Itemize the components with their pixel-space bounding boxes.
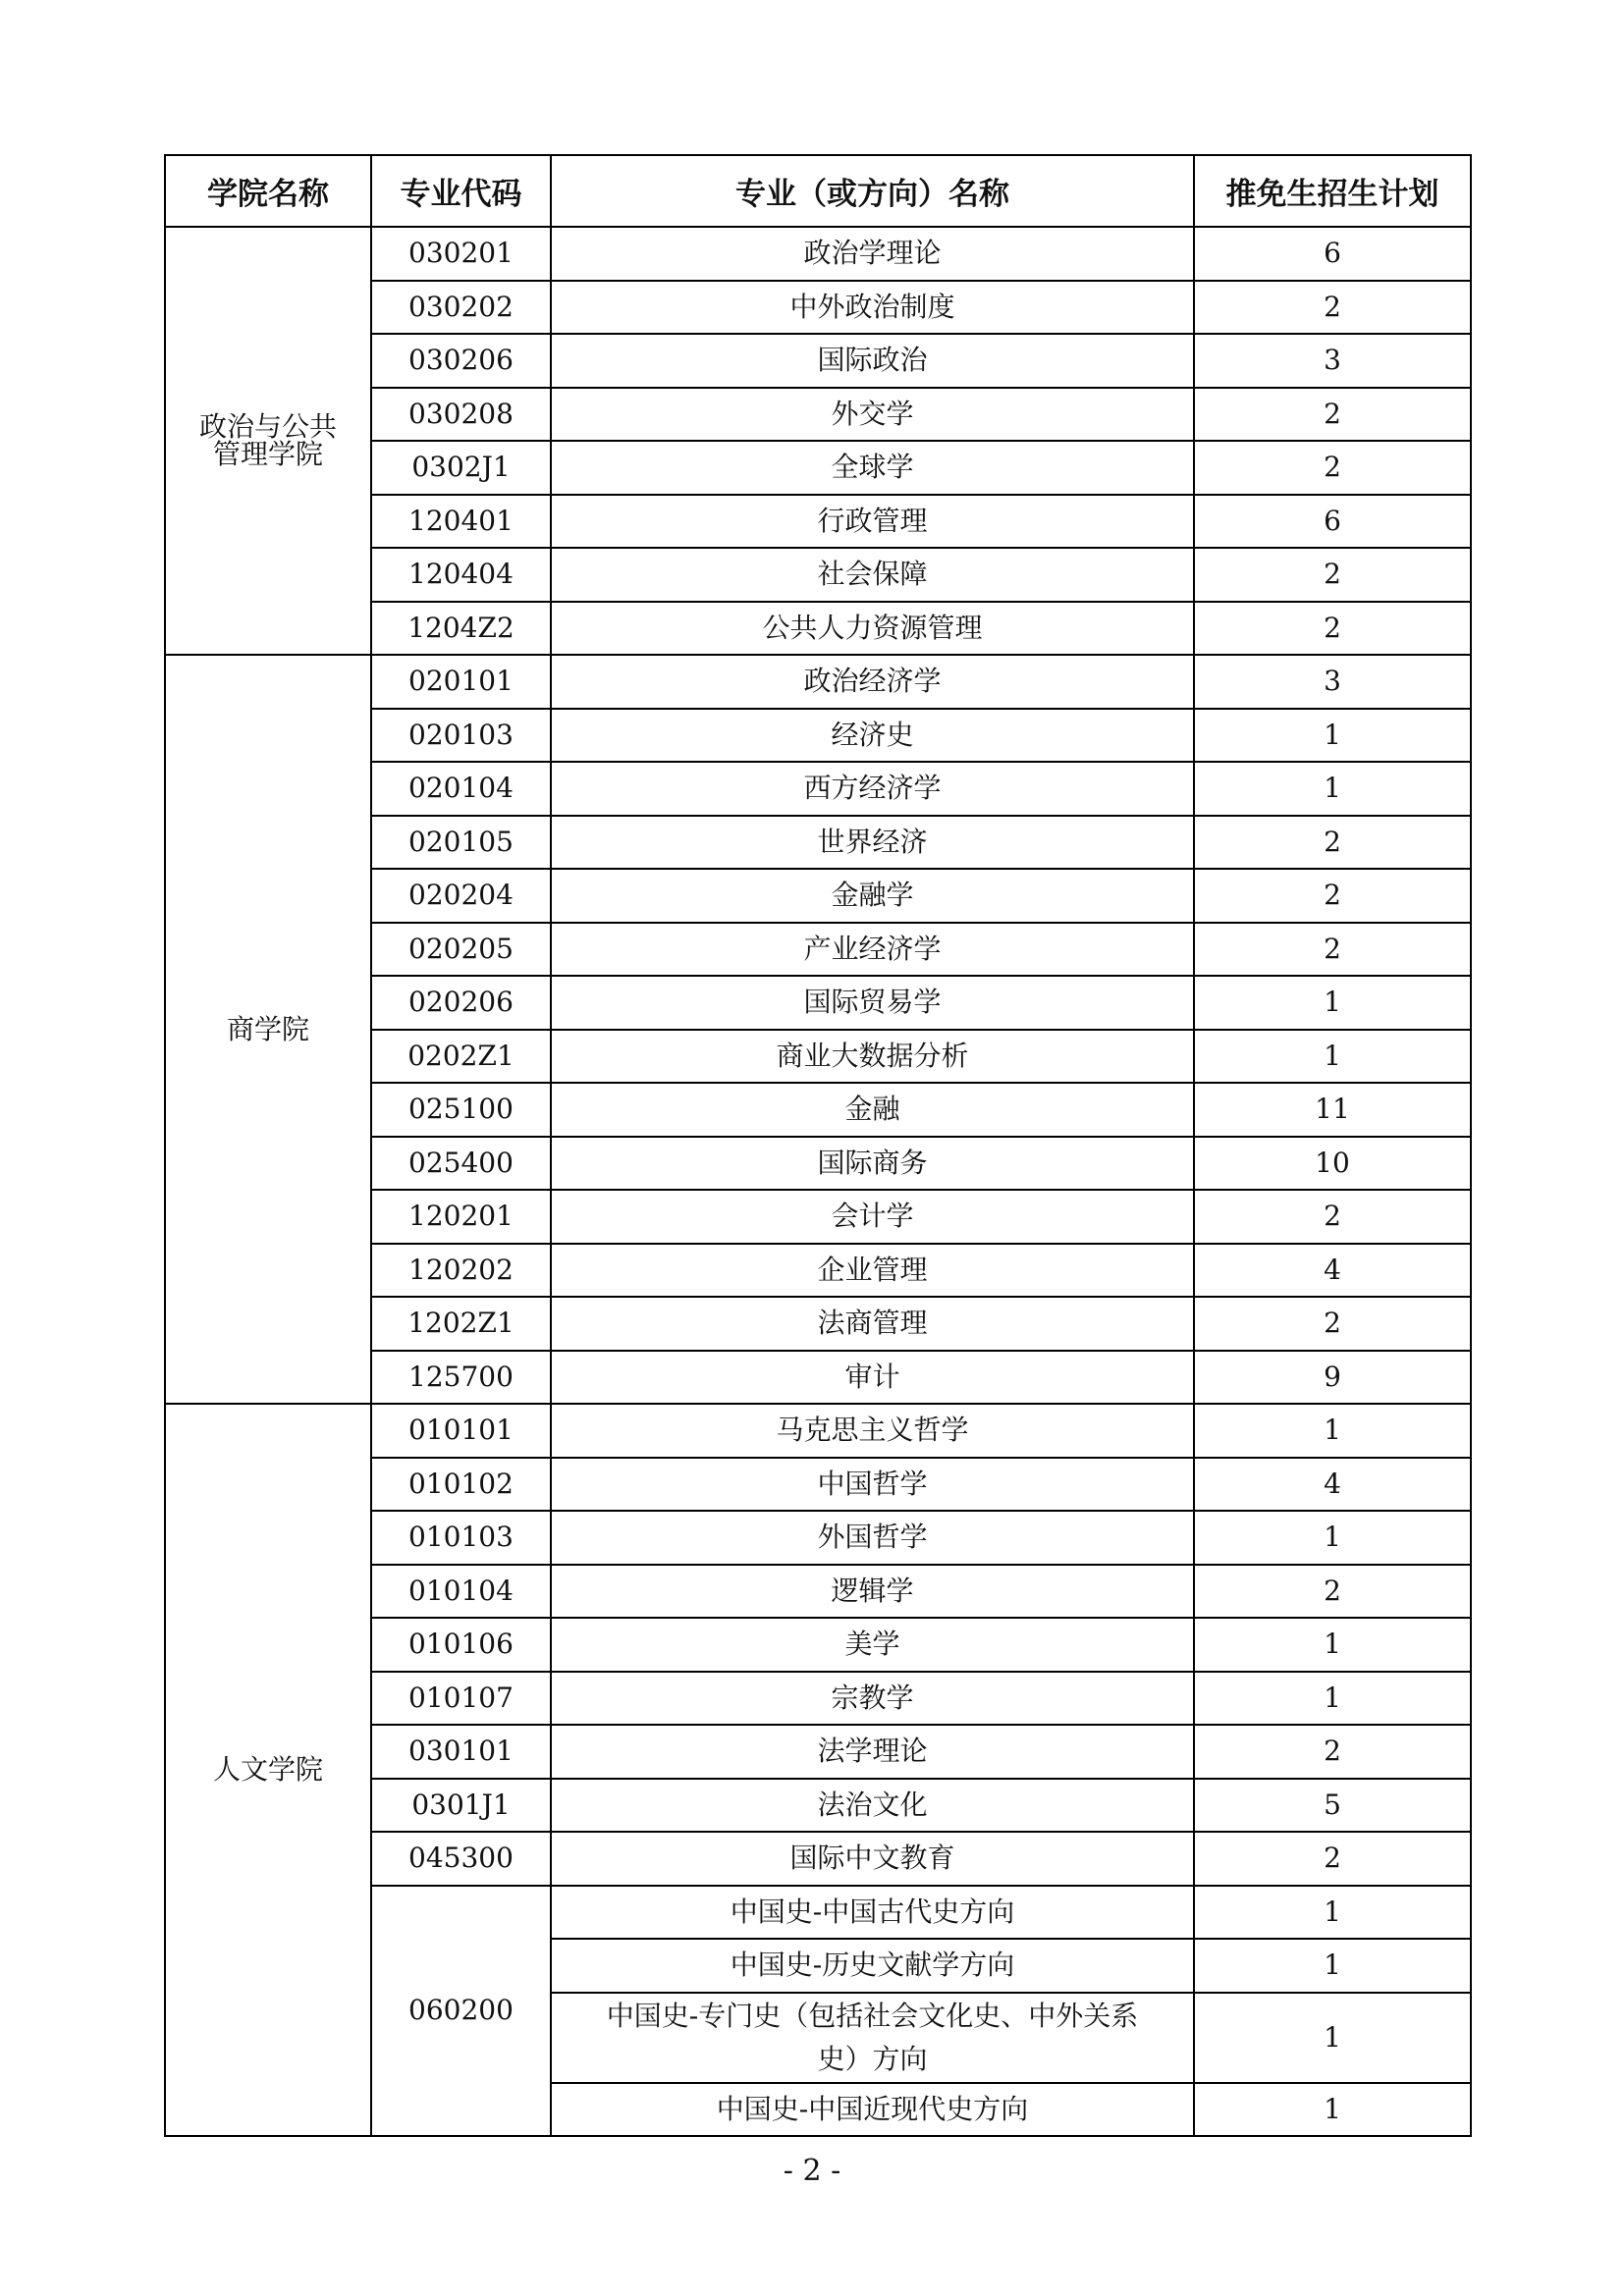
major-code-cell: 020205 (371, 923, 551, 977)
major-code-cell: 030201 (371, 227, 551, 281)
major-name-cell: 行政管理 (551, 495, 1194, 549)
major-name-cell: 西方经济学 (551, 762, 1194, 816)
major-name-cell: 外交学 (551, 388, 1194, 442)
major-name-cell: 世界经济 (551, 816, 1194, 870)
major-name-cell: 国际商务 (551, 1137, 1194, 1191)
major-name-cell: 国际贸易学 (551, 976, 1194, 1030)
major-code-cell: 010106 (371, 1618, 551, 1672)
major-code-cell: 010104 (371, 1565, 551, 1619)
major-code-cell: 010107 (371, 1672, 551, 1726)
major-code-cell: 020104 (371, 762, 551, 816)
major-code-cell: 1204Z2 (371, 602, 551, 656)
major-code-cell: 0202Z1 (371, 1030, 551, 1084)
major-name-cell: 全球学 (551, 441, 1194, 495)
major-name-cell: 中国史-历史文献学方向 (551, 1939, 1194, 1993)
plan-count-cell: 3 (1194, 655, 1471, 709)
plan-count-cell: 3 (1194, 334, 1471, 388)
major-name-cell: 企业管理 (551, 1244, 1194, 1298)
table-row (165, 227, 1471, 281)
college-name-line: 管理学院 (212, 438, 323, 470)
major-name-cell: 中国史-中国古代史方向 (551, 1886, 1194, 1940)
plan-count-cell: 1 (1194, 1030, 1471, 1084)
major-code-cell: 120401 (371, 495, 551, 549)
major-code-cell: 030202 (371, 281, 551, 335)
plan-count-cell: 9 (1194, 1351, 1471, 1405)
major-name-cell: 政治学理论 (551, 227, 1194, 281)
major-name-cell: 公共人力资源管理 (551, 602, 1194, 656)
plan-count-cell: 2 (1194, 1725, 1471, 1779)
plan-count-cell: 2 (1194, 548, 1471, 602)
major-code-cell: 120404 (371, 548, 551, 602)
college-name-cell (165, 227, 371, 655)
major-code-cell: 045300 (371, 1832, 551, 1886)
major-name-cell: 经济史 (551, 709, 1194, 763)
major-name-cell: 美学 (551, 1618, 1194, 1672)
plan-count-cell: 2 (1194, 388, 1471, 442)
major-name-cell: 审计 (551, 1351, 1194, 1405)
major-name-cell: 中国哲学 (551, 1458, 1194, 1512)
major-name-cell: 产业经济学 (551, 923, 1194, 977)
major-name-cell: 法商管理 (551, 1297, 1194, 1351)
table-row (165, 1404, 1471, 1458)
header-plan: 推免生招生计划 (1194, 155, 1471, 227)
header-college: 学院名称 (165, 155, 371, 227)
major-code-cell: 120202 (371, 1244, 551, 1298)
plan-count-cell: 2 (1194, 281, 1471, 335)
major-code-cell: 020103 (371, 709, 551, 763)
major-code-cell: 060200 (371, 1886, 551, 2137)
major-name-cell: 国际政治 (551, 334, 1194, 388)
plan-count-cell: 1 (1194, 762, 1471, 816)
major-code-cell: 125700 (371, 1351, 551, 1405)
plan-count-cell: 1 (1194, 1672, 1471, 1726)
plan-count-cell: 2 (1194, 441, 1471, 495)
college-name-cell (165, 655, 371, 1404)
major-name-line: 中国史-专门史（包括社会文化史、中外关系 (606, 2000, 1139, 2033)
major-name-cell: 商业大数据分析 (551, 1030, 1194, 1084)
table-body (165, 227, 1471, 2136)
major-name-cell: 政治经济学 (551, 655, 1194, 709)
plan-count-cell: 6 (1194, 227, 1471, 281)
table-row (165, 655, 1471, 709)
plan-count-cell: 1 (1194, 709, 1471, 763)
plan-count-cell: 4 (1194, 1244, 1471, 1298)
major-name-cell (551, 1993, 1194, 2083)
admission-plan-table (164, 154, 1472, 2137)
major-name-cell: 法学理论 (551, 1725, 1194, 1779)
plan-count-cell: 1 (1194, 1511, 1471, 1565)
major-name-cell: 马克思主义哲学 (551, 1404, 1194, 1458)
plan-count-cell: 2 (1194, 816, 1471, 870)
major-name-line: 史）方向 (817, 2042, 928, 2075)
major-code-cell: 010102 (371, 1458, 551, 1512)
table-header-row (165, 155, 1471, 227)
plan-count-cell: 10 (1194, 1137, 1471, 1191)
major-code-cell: 010103 (371, 1511, 551, 1565)
major-name-cell: 宗教学 (551, 1672, 1194, 1726)
major-code-cell: 010101 (371, 1404, 551, 1458)
major-name-cell: 中外政治制度 (551, 281, 1194, 335)
plan-count-cell: 2 (1194, 1297, 1471, 1351)
major-name-cell: 外国哲学 (551, 1511, 1194, 1565)
header-code: 专业代码 (371, 155, 551, 227)
plan-count-cell: 6 (1194, 495, 1471, 549)
plan-count-cell: 2 (1194, 1190, 1471, 1244)
page-number: - 2 - (783, 2154, 841, 2188)
plan-count-cell: 4 (1194, 1458, 1471, 1512)
major-code-cell: 020204 (371, 869, 551, 923)
major-code-cell: 025100 (371, 1083, 551, 1137)
major-code-cell: 030101 (371, 1725, 551, 1779)
plan-count-cell: 1 (1194, 976, 1471, 1030)
plan-count-cell: 5 (1194, 1779, 1471, 1833)
major-name-cell: 金融学 (551, 869, 1194, 923)
major-name-cell: 中国史-中国近现代史方向 (551, 2083, 1194, 2137)
major-code-cell: 030208 (371, 388, 551, 442)
plan-count-cell: 2 (1194, 923, 1471, 977)
major-name-cell: 社会保障 (551, 548, 1194, 602)
plan-count-cell: 11 (1194, 1083, 1471, 1137)
major-code-cell: 020206 (371, 976, 551, 1030)
major-code-cell: 0301J1 (371, 1779, 551, 1833)
major-code-cell: 025400 (371, 1137, 551, 1191)
plan-count-cell: 2 (1194, 1832, 1471, 1886)
major-name-cell: 会计学 (551, 1190, 1194, 1244)
college-name-line: 人文学院 (212, 1753, 323, 1786)
college-name-cell (165, 1404, 371, 2136)
plan-count-cell: 2 (1194, 869, 1471, 923)
plan-count-cell: 1 (1194, 1993, 1471, 2083)
major-name-cell: 国际中文教育 (551, 1832, 1194, 1886)
major-code-cell: 020101 (371, 655, 551, 709)
college-name-line: 政治与公共 (198, 410, 337, 443)
major-name-cell: 法治文化 (551, 1779, 1194, 1833)
plan-count-cell: 1 (1194, 1886, 1471, 1940)
plan-count-cell: 1 (1194, 1404, 1471, 1458)
plan-count-cell: 1 (1194, 1618, 1471, 1672)
major-code-cell: 020105 (371, 816, 551, 870)
plan-count-cell: 1 (1194, 2083, 1471, 2137)
college-name-line: 商学院 (226, 1012, 309, 1045)
plan-count-cell: 1 (1194, 1939, 1471, 1993)
major-code-cell: 1202Z1 (371, 1297, 551, 1351)
major-code-cell: 0302J1 (371, 441, 551, 495)
major-name-cell: 逻辑学 (551, 1565, 1194, 1619)
major-code-cell: 120201 (371, 1190, 551, 1244)
plan-count-cell: 2 (1194, 1565, 1471, 1619)
plan-count-cell: 2 (1194, 602, 1471, 656)
header-major: 专业（或方向）名称 (551, 155, 1194, 227)
major-name-cell: 金融 (551, 1083, 1194, 1137)
major-code-cell: 030206 (371, 334, 551, 388)
